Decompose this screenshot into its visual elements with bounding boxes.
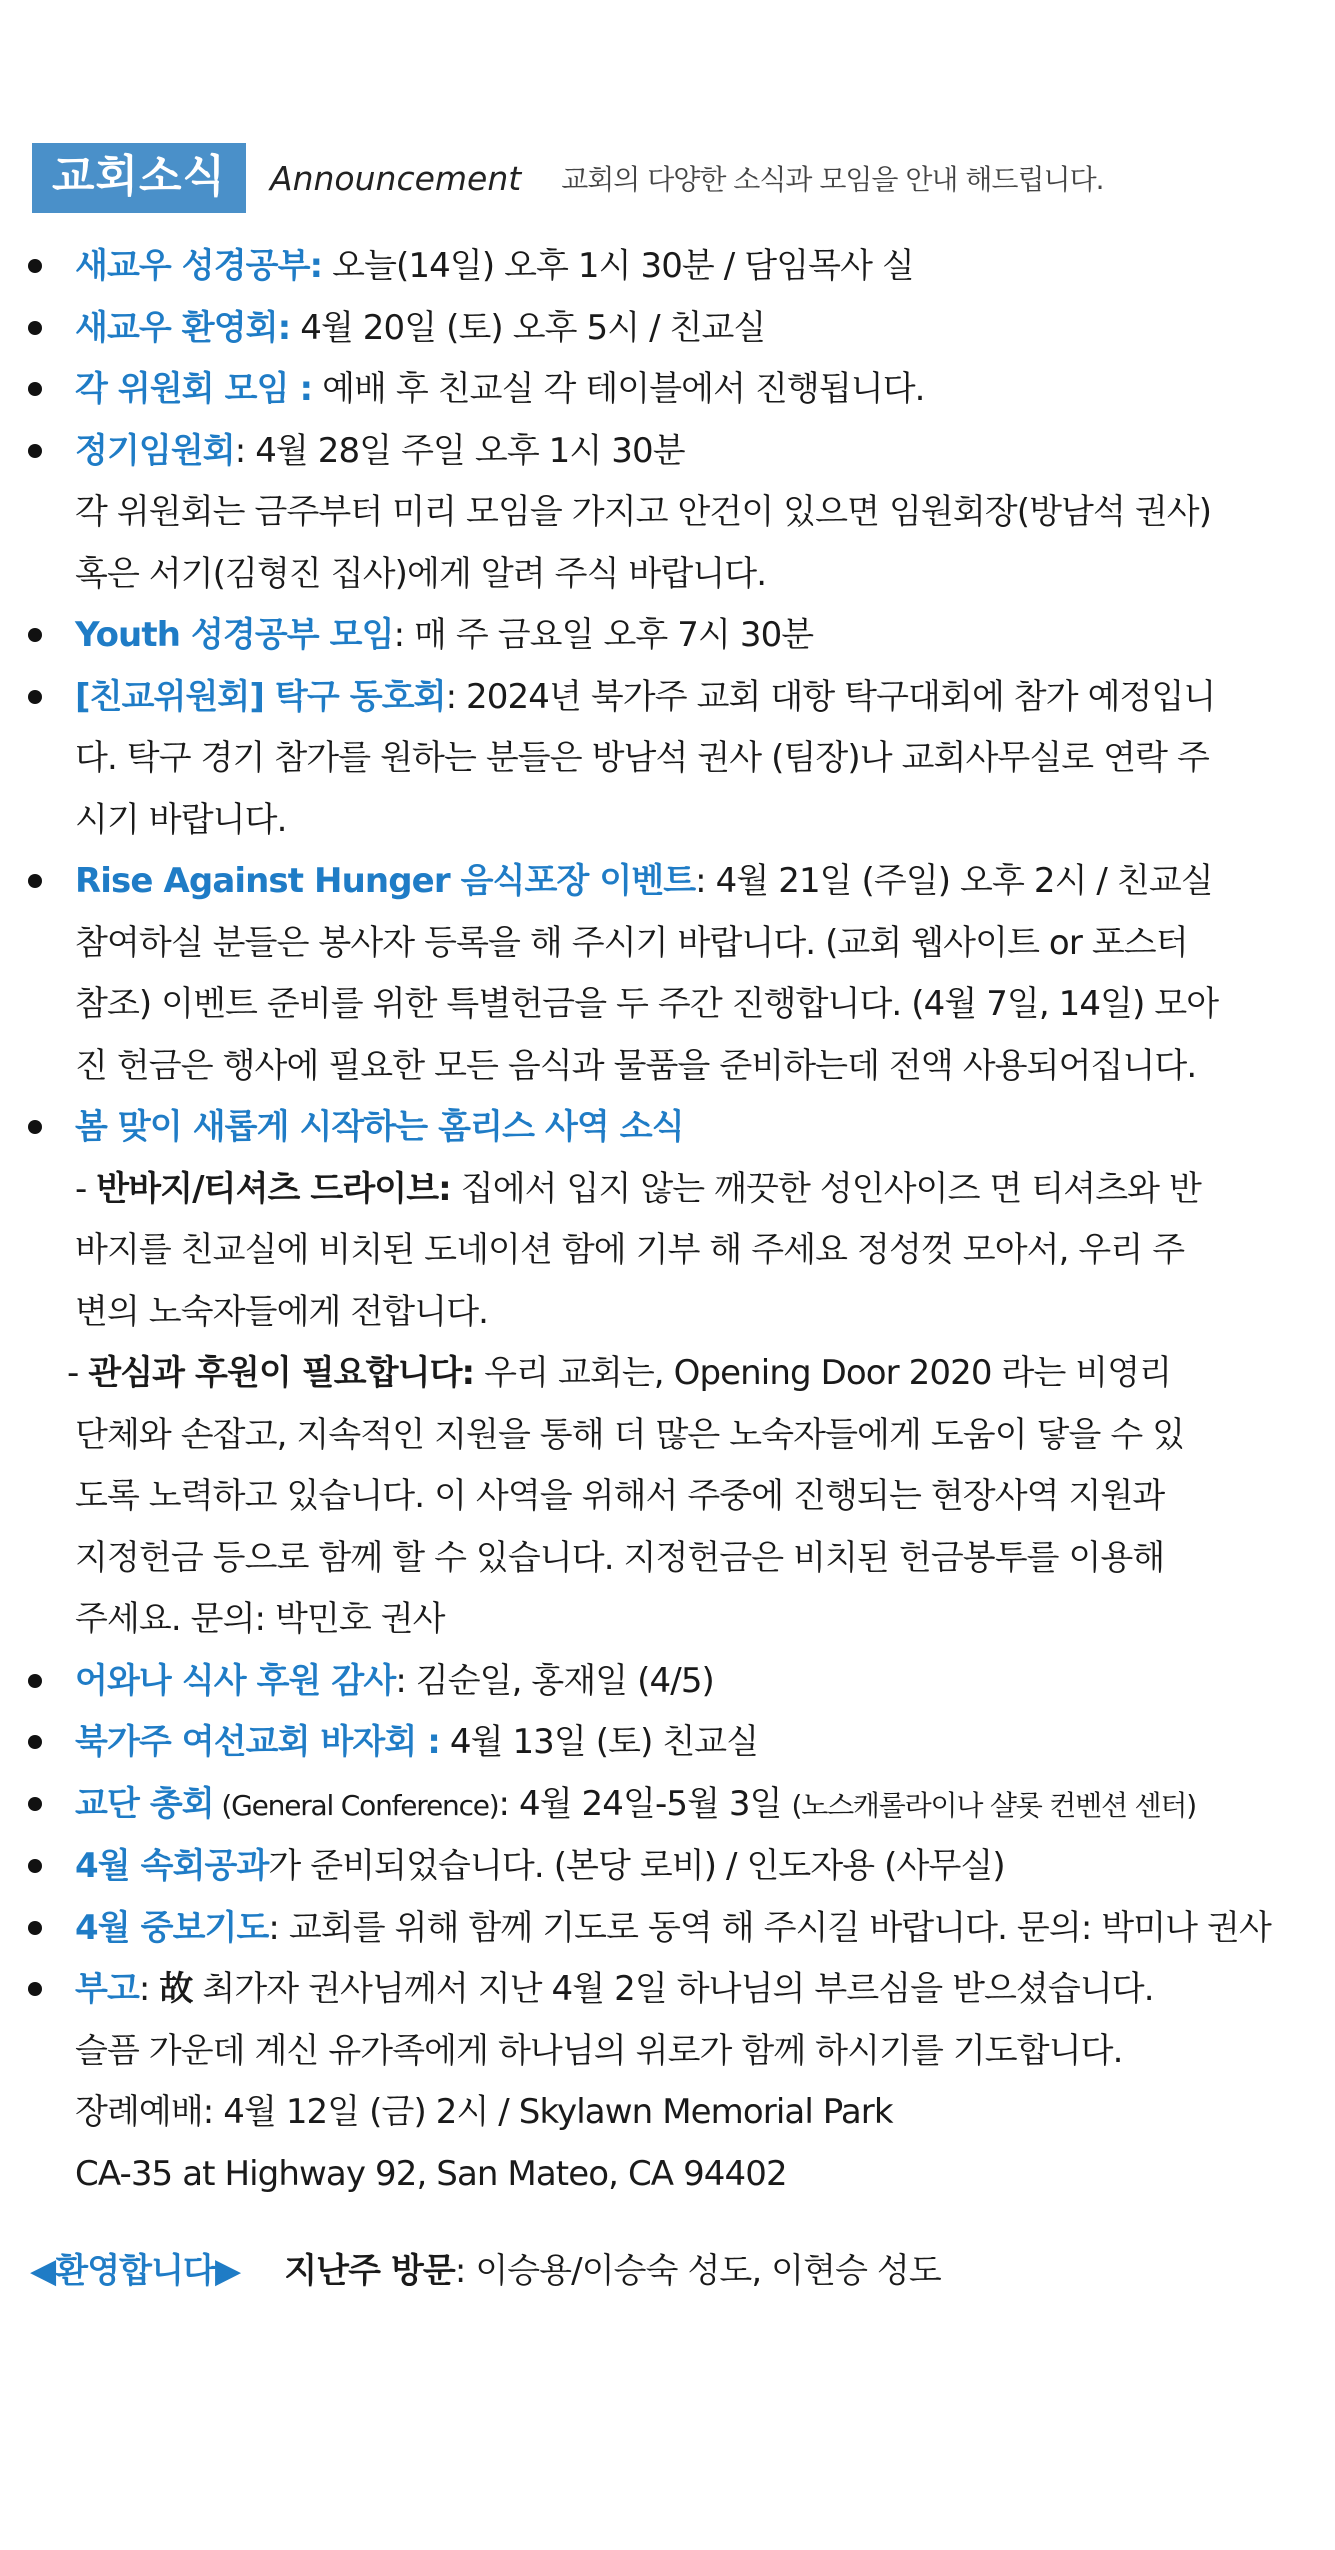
- notice-text: 최가자 권사님께서 지난 4월 2일 하나님의 부르심을 받으셨습니다.: [192, 1969, 1154, 2009]
- section-subtitle: 교회의 다양한 소식과 모임을 안내 해드립니다.: [561, 163, 1104, 196]
- section-header: [32, 143, 1104, 213]
- sub-notice: - 관심과 후원이 필요합니다: 우리 교회는, Opening Door 2020 라는 비영리: [67, 1353, 1172, 1393]
- notice-note: (노스캐롤라이나 샬롯 컨벤션 센터): [791, 1788, 1196, 1822]
- notice-text: 다. 탁구 경기 참가를 원하는 분들은 방남석 권사 (팀장)나 교회사무실로 연락 주: [75, 738, 1209, 778]
- notice-title: 부고: [75, 1969, 139, 2009]
- sub-notice-label: 관심과 후원이 필요합니다:: [88, 1353, 475, 1393]
- bullet-dot: [28, 1859, 42, 1873]
- bullet-dot: [28, 382, 42, 396]
- notice-text: 참조) 이벤트 준비를 위한 특별헌금을 두 주간 진행합니다. (4월 7일, 14일) 모아: [75, 984, 1219, 1024]
- notice-text: 故: [159, 1969, 193, 2009]
- notice-text: 우리 교회는, Opening Door 2020 라는 비영리: [474, 1353, 1172, 1393]
- notice-title: Youth 성경공부 모임: [75, 615, 394, 655]
- notice-title: 새교우 성경공부:: [75, 246, 323, 286]
- notice-text: : 4월 24일-5월 3일: [498, 1783, 792, 1824]
- bullet-dot: [28, 1982, 42, 1996]
- bullet-dot: [28, 1797, 42, 1811]
- notice-text: 혹은 서기(김형진 집사)에게 알려 주식 바랍니다.: [75, 553, 767, 594]
- notice-text: 바지를 친교실에 비치된 도네이션 함에 기부 해 주세요 정성껏 모아서, 우리 주: [75, 1230, 1185, 1270]
- notice-item: [0, 1651, 1335, 1713]
- notice-text: 진 헌금은 행사에 필요한 모든 음식과 물품을 준비하는데 전액 사용되어집니다.: [75, 1045, 1197, 1086]
- notice-text: 지정헌금 등으로 함께 할 수 있습니다. 지정헌금은 비치된 헌금봉투를 이용해: [75, 1537, 1165, 1578]
- bullet-dot: [28, 1921, 42, 1935]
- welcome-label: 지난주 방문: [284, 2251, 455, 2291]
- notice-item: [0, 667, 1335, 852]
- bullet-dot: [28, 321, 42, 335]
- notice-title: 각 위원회 모임 :: [75, 369, 313, 409]
- notice-text: : 김순일, 홍재일 (4/5): [395, 1660, 714, 1701]
- notice-text: 4월 13일 (토) 친교실: [439, 1722, 759, 1762]
- notice-text: 장례예배: 4월 12일 (금) 2시 / Skylawn Memorial Park: [75, 2092, 893, 2132]
- notice-text: 4월 20일 (토) 오후 5시 / 친교실: [290, 307, 766, 348]
- notice-title: 봄 맞이 새롭게 시작하는 홈리스 사역 소식: [75, 1107, 684, 1147]
- notice-text: 시기 바랍니다.: [75, 799, 287, 840]
- notice-item: [0, 1836, 1335, 1898]
- notice-text: 각 위원회는 금주부터 미리 모임을 가지고 안건이 있으면 임원회장(방남석 권사): [75, 492, 1212, 532]
- notice-text: 슬픔 가운데 계신 유가족에게 하나님의 위로가 함께 하시기를 기도합니다.: [75, 2030, 1123, 2071]
- bullet-dot: [28, 444, 42, 458]
- notice-item: [0, 298, 1335, 360]
- notice-item: [0, 1774, 1335, 1837]
- welcome-tag: ◀환영합니다▶: [30, 2251, 241, 2291]
- bullet-dot: [28, 690, 42, 704]
- notice-note: (General Conference): [213, 1788, 499, 1822]
- notice-item: [0, 236, 1335, 298]
- notice-item: [0, 605, 1335, 667]
- notice-text: : 4월 21일 (주일) 오후 2시 / 친교실: [695, 861, 1213, 901]
- section-badge: 교회소식: [32, 143, 246, 213]
- notice-text: 단체와 손잡고, 지속적인 지원을 통해 더 많은 노숙자들에게 도움이 닿을 수 있: [75, 1414, 1185, 1455]
- notice-text: 예배 후 친교실 각 테이블에서 진행됩니다.: [312, 369, 925, 409]
- notice-text: 도록 노력하고 있습니다. 이 사역을 위해서 주중에 진행되는 현장사역 지원과: [75, 1476, 1165, 1516]
- notice-title: 4월 속회공과: [75, 1846, 269, 1886]
- notice-item: [0, 421, 1335, 606]
- notice-title: 4월 중보기도: [75, 1907, 269, 1948]
- bullet-dot: [28, 874, 42, 888]
- announcement-list: [0, 236, 1335, 2205]
- notice-item: [0, 1712, 1335, 1774]
- notice-item: [0, 359, 1335, 421]
- bullet-dot: [28, 1735, 42, 1749]
- sub-notice: - 반바지/티셔츠 드라이브: 집에서 입지 않는 깨끗한 성인사이즈 면 티셔츠와 반: [75, 1168, 1201, 1209]
- sub-notice-label: 반바지/티셔츠 드라이브:: [96, 1168, 451, 1209]
- notice-text: 오늘(14일) 오후 1시 30분 / 담임목사 실: [322, 246, 914, 286]
- notice-text: 변의 노숙자들에게 전합니다.: [75, 1291, 489, 1332]
- notice-text: : 매 주 금요일 오후 7시 30분: [393, 615, 814, 655]
- notice-title: [친교위원회] 탁구 동호회: [75, 676, 446, 717]
- bullet-dot: [28, 628, 42, 642]
- bullet-dot: [28, 259, 42, 273]
- notice-text: 참여하실 분들은 봉사자 등록을 해 주시기 바랍니다. (교회 웹사이트 or 포스터: [75, 922, 1188, 963]
- bullet-dot: [28, 1674, 42, 1688]
- notice-text: 주세요. 문의: 박민호 권사: [75, 1599, 445, 1639]
- notice-title: Rise Against Hunger 음식포장 이벤트: [75, 861, 696, 901]
- notice-item: [0, 1959, 1335, 2205]
- notice-title: 교단 총회: [75, 1783, 214, 1824]
- bullet-dot: [28, 1120, 42, 1134]
- notice-title: 새교우 환영회:: [75, 307, 291, 348]
- notice-text: : 교회를 위해 함께 기도로 동역 해 주시길 바랍니다. 문의: 박미나 권사: [268, 1907, 1271, 1948]
- notice-text: :: [138, 1969, 160, 2009]
- section-english-title: Announcement: [270, 158, 522, 198]
- welcome-text: : 이승용/이승숙 성도, 이현승 성도: [454, 2251, 941, 2291]
- notice-text: : 4월 28일 주일 오후 1시 30분: [234, 430, 685, 471]
- notice-item: [0, 851, 1335, 1097]
- notice-text: CA-35 at Highway 92, San Mateo, CA 94402: [75, 2153, 787, 2194]
- notice-title: 어와나 식사 후원 감사: [75, 1660, 396, 1701]
- notice-title: 정기임원회: [75, 430, 235, 471]
- notice-item: [0, 1898, 1335, 1960]
- notice-text: : 2024년 북가주 교회 대항 탁구대회에 참가 예정입니: [445, 676, 1216, 717]
- welcome-line: [30, 2246, 941, 2296]
- notice-text: 가 준비되었습니다. (본당 로비) / 인도자용 (사무실): [268, 1846, 1005, 1886]
- notice-title: 북가주 여선교회 바자회 :: [75, 1722, 440, 1762]
- notice-item: [0, 1097, 1335, 1651]
- notice-text: 집에서 입지 않는 깨끗한 성인사이즈 면 티셔츠와 반: [450, 1168, 1201, 1209]
